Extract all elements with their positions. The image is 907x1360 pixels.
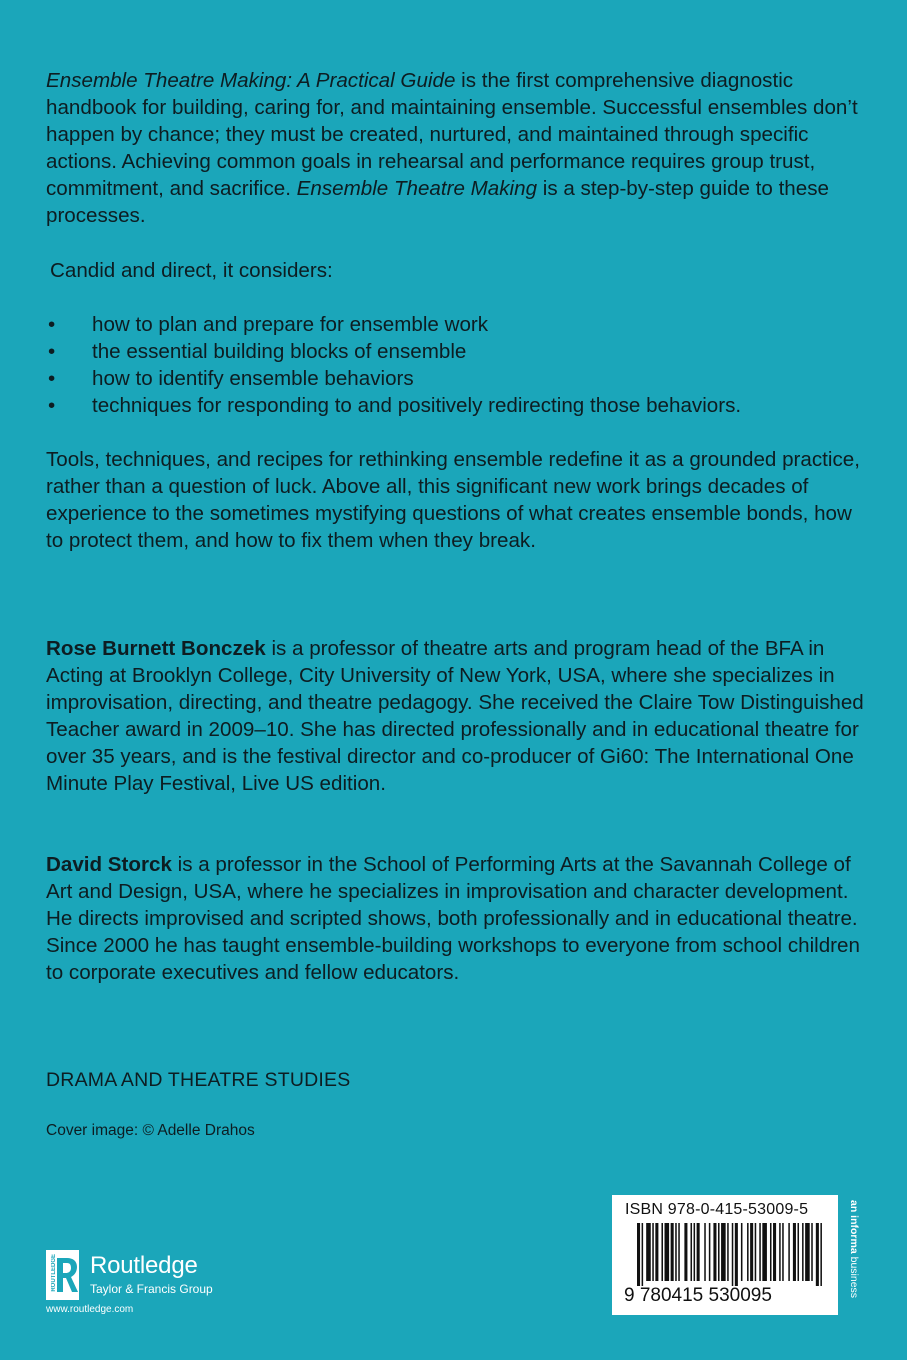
barcode-bar — [805, 1223, 810, 1281]
publisher-website: www.routledge.com — [46, 1304, 134, 1315]
barcode-bar — [770, 1223, 772, 1281]
barcode-bar — [741, 1223, 743, 1281]
barcode-bar — [652, 1223, 654, 1281]
blurb-text-2: is a step-by-step guide to these processes. — [46, 177, 829, 227]
barcode-bar — [779, 1223, 781, 1281]
barcode-bar — [797, 1223, 799, 1281]
barcode-digits: 9 780415 530095 — [624, 1285, 772, 1306]
barcode-bar — [704, 1223, 706, 1281]
barcode-bar — [691, 1223, 693, 1281]
barcode-bar — [697, 1223, 700, 1281]
barcode-bar — [661, 1223, 663, 1281]
list-item: • techniques for responding to and positively redirecting those behaviors. — [48, 394, 742, 417]
barcode-bar — [694, 1223, 696, 1281]
barcode-bar — [735, 1223, 738, 1286]
list-item: • how to identify ensemble behaviors — [48, 367, 414, 390]
summary-paragraph: Tools, techniques, and recipes for rethinking ensemble redefine it as a grounded practice, rather than a question of luck. Above all, this significant new work brings decades of experience to the sometimes mystifying questions of what creates ensemble bonds, how to protect them, and how to fix them when they break. — [46, 448, 860, 552]
barcode-bar — [637, 1223, 640, 1286]
isbn-barcode — [612, 1195, 838, 1315]
author-bio-1: Rose Burnett Bonczek is a professor of theatre arts and program head of the BFA in Acting at Brooklyn College, City University of New York, USA, where she specializes in improvisation, directing, and theatre pedagogy. She received the Claire Tow Distinguished Teacher award in 2009–10. She has directed professionally and in educational theatre for over 35 years, and is the festival director and co-producer of Gi60: The International One Minute Play Festival, Live US edition. — [46, 637, 864, 795]
barcode-bar — [816, 1223, 819, 1286]
barcode-bar — [684, 1223, 687, 1281]
barcode-bar — [788, 1223, 790, 1281]
publisher-name: Routledge — [90, 1252, 198, 1279]
bullet-icon: • — [48, 367, 56, 390]
bullet-icon: • — [48, 394, 56, 417]
barcode-bar — [713, 1223, 716, 1281]
barcode-bar — [721, 1223, 726, 1281]
blurb-text-1: is the first comprehensive diagnostic handbook for building, caring for, and maintaining ensemble. Successful ensembles don’t happen by chance; they must be created, nurtured, and maintained through specific actions. Achieving common goals in rehearsal and performance requires group trust, commitment, and sacrifice. — [46, 69, 858, 200]
bullet-icon: • — [48, 313, 56, 336]
author-name-1: Rose Burnett Bonczek — [46, 637, 266, 660]
publisher-logo — [46, 1250, 246, 1320]
barcode-bar — [642, 1223, 644, 1286]
isbn-label: ISBN 978-0-415-53009-5 — [625, 1201, 809, 1218]
subject-category: DRAMA AND THEATRE STUDIES — [46, 1069, 351, 1091]
barcode-bar — [665, 1223, 670, 1281]
barcode-bar — [762, 1223, 767, 1281]
logo-vertical-text: ROUTLEDGE — [51, 1254, 57, 1292]
lead-line: Candid and direct, it considers: — [50, 259, 333, 282]
blurb-paragraph — [46, 67, 868, 229]
barcode-bar — [802, 1223, 804, 1281]
barcode-bar — [678, 1223, 680, 1281]
barcode-bar — [750, 1223, 753, 1281]
cover-credit: Cover image: © Adelle Drahos — [46, 1122, 255, 1139]
book-title-short: Ensemble Theatre Making — [296, 177, 538, 200]
barcode-bar — [793, 1223, 796, 1281]
book-title: Ensemble Theatre Making: A Practical Guide — [46, 69, 456, 92]
barcode-bar — [671, 1223, 674, 1281]
informa-business-mark: an informa business — [848, 1200, 860, 1299]
list-item: • the essential building blocks of ensemble — [48, 340, 467, 363]
barcode-bar — [727, 1223, 729, 1281]
barcode-bar — [755, 1223, 757, 1281]
barcode-bar — [732, 1223, 734, 1286]
barcode-bars — [637, 1223, 825, 1286]
barcode-bar — [747, 1223, 749, 1281]
barcode-bar — [811, 1223, 813, 1281]
barcode-bar — [675, 1223, 677, 1281]
author-bio-2: David Storck is a professor in the School of Performing Arts at the Savannah College of Art and Design, USA, where he specializes in improvisation and character development. He directs improvised and scripted shows, both professionally and in educational theatre. Since 2000 he has taught ensemble-building workshops to everyone from school children to corporate executives and fellow educators. — [46, 853, 860, 984]
list-item: • how to plan and prepare for ensemble work — [48, 313, 489, 336]
barcode-bar — [646, 1223, 651, 1281]
barcode-bar — [655, 1223, 658, 1281]
bullet-icon: • — [48, 340, 56, 363]
barcode-bar — [773, 1223, 776, 1281]
barcode-bar — [709, 1223, 711, 1281]
barcode-bar — [782, 1223, 784, 1281]
barcode-bar — [718, 1223, 720, 1281]
barcode-bar — [820, 1223, 822, 1286]
barcode-bar — [759, 1223, 761, 1281]
feature-list — [46, 311, 876, 419]
author-name-2: David Storck — [46, 853, 172, 876]
publisher-group: Taylor & Francis Group — [90, 1282, 213, 1296]
